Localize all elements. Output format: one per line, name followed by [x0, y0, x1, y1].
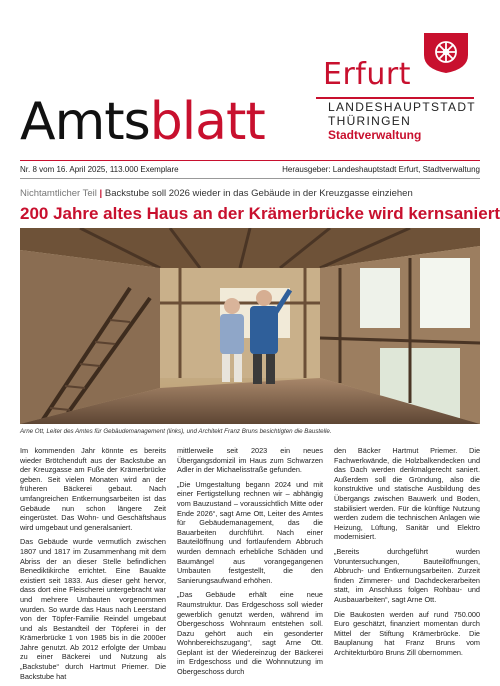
- kicker-separator: |: [99, 188, 103, 199]
- article-column-1: [20, 446, 166, 686]
- newspaper-title: [20, 92, 265, 152]
- article-column-2: [177, 446, 323, 682]
- article-headline: 200 Jahre altes Haus an der Krämerbrücke wird kernsaniert: [20, 204, 500, 223]
- erfurt-wheel-crest-icon: [422, 33, 470, 73]
- paragraph: „Bereits durchgeführt wurden Voruntersuchungen, Bauteilöffnungen, Abbruch- und Entkernungsarbeiten. Zurzeit finden Zimmerer- und Dachdeckerarbeiten statt, im Anschluss folgen Rohbau- und Ausbauarbeiten“, sagt Arne Ott.: [334, 546, 480, 604]
- article-column-3: [334, 446, 480, 662]
- paragraph: Im kommenden Jahr könnte es bereits wieder Brötchenduft aus der Backstube an der Kreuzgasse am Fuße der Krämerbrücke geben. Seit vielen Monaten wird an der früheren Bäckerei gebaut. Nach umfangreichen Entkernungsarbeiten ist das Gebäude nun schon längere Zeit eingerüstet. Das Wohn- und Geschäftshaus wird umgebaut und generalsaniert.: [20, 446, 166, 532]
- header-rule: [20, 160, 480, 161]
- masthead-line-1: LANDESHAUPTSTADT: [328, 100, 476, 114]
- article-kicker: [20, 188, 413, 199]
- photo-caption: Arne Ott, Leiter des Amtes für Gebäudemanagement (links), und Architekt Franz Bruns besichtigten die Baustelle.: [20, 428, 332, 435]
- paragraph: Das Gebäude wurde vermutlich zwischen 1807 und 1817 im Zusammenhang mit dem Abriss der an dieser Stelle befindlichen Benediktikirche errichtet. Eine Bauakte existiert seit 1833. Aus dieser geht hervor, dass dort eine Fleischerei untergebracht war und mehrere Umbauten vorgenommen wurden. So wurde das Haus nach Leerstand von der Töpfer-Familie Reindel umgebaut und als Bestandteil der Töpferei in der Krämerbrücke 1 von 1985 bis in die 2000er Jahre genutzt. Ab 2012 erfolgte der Umbau zu einer Bäckerei und Nutzung als „Backstube“ durch Hartmut Priemer. Die Backstube hat: [20, 537, 166, 681]
- title-amts: Amts: [20, 92, 150, 152]
- subheader-rule: [20, 178, 480, 179]
- paragraph: den Bäcker Hartmut Priemer. Die Fachwerkwände, die Holzbalkendecken und das Dach werden denkmalgerecht saniert. Außerdem soll die Gründung, also die konstruktive und statische Ausbildung des Übergangs zwischen Bauwerk und Boden, stabilisiert werden. Für die künftige Nutzung werden zudem die technischen Anlagen wie Heizung, Lüftung, Sanitär und Elektro modernisiert.: [334, 446, 480, 542]
- paragraph: Die Baukosten werden auf rund 750.000 Euro geschätzt, finanziert momentan durch Mittel der Stiftung Krämerbrücke. Die Bauplanung hat Franz Bruns vom Architekturbüro Bruns Zill übernommen.: [334, 609, 480, 657]
- masthead-line-3: Stadtverwaltung: [328, 128, 422, 142]
- publisher-info: Herausgeber: Landeshauptstadt Erfurt, Stadtverwaltung: [282, 165, 480, 174]
- kicker-text: Backstube soll 2026 wieder in das Gebäude in der Kreuzgasse einziehen: [104, 188, 413, 199]
- issue-info: Nr. 8 vom 16. April 2025, 113.000 Exemplare: [20, 165, 179, 174]
- article-photo: [20, 228, 480, 424]
- paragraph: mittlerweile seit 2023 ein neues Übergangsdomizil im Haus zum Schwarzen Adler in der Michaelisstraße gefunden.: [177, 446, 323, 475]
- paragraph: „Das Gebäude erhält eine neue Raumstruktur. Das Erdgeschoss soll wieder gewerblich genutzt werden, während im Obergeschoss Wohnraum entstehen soll. Dazu gehört auch ein gesonderter Wohnbereichszugang“, sagt Arne Ott. Geplant ist der Wiedereinzug der Bäckerei im Erdgeschoss und die Wohnnutzung im Obergeschoss durch: [177, 590, 323, 677]
- masthead-line-2: THÜRINGEN: [328, 114, 412, 128]
- city-logo-text: Erfurt: [323, 57, 411, 92]
- title-blatt: blatt: [149, 92, 265, 152]
- kicker-section: Nichtamtlicher Teil: [20, 188, 97, 199]
- masthead-divider: [316, 97, 474, 99]
- paragraph: „Die Umgestaltung begann 2024 und mit einer Fertigstellung rechnen wir – abhängig vom Bauzustand – voraussichtlich Mitte oder Ende 2026“, sagt Arne Ott, Leiter des Amtes für Gebäudemanagement, das die Bauarbeiten durchführt. Nach einer Bauteilöffnung und fortlaufendem Abbruch wurden demnach erhebliche Schäden und Baumängel aus vorangegangenen Umbauten festgestellt, die den Sanierungsaufwand erhöhen.: [177, 479, 323, 585]
